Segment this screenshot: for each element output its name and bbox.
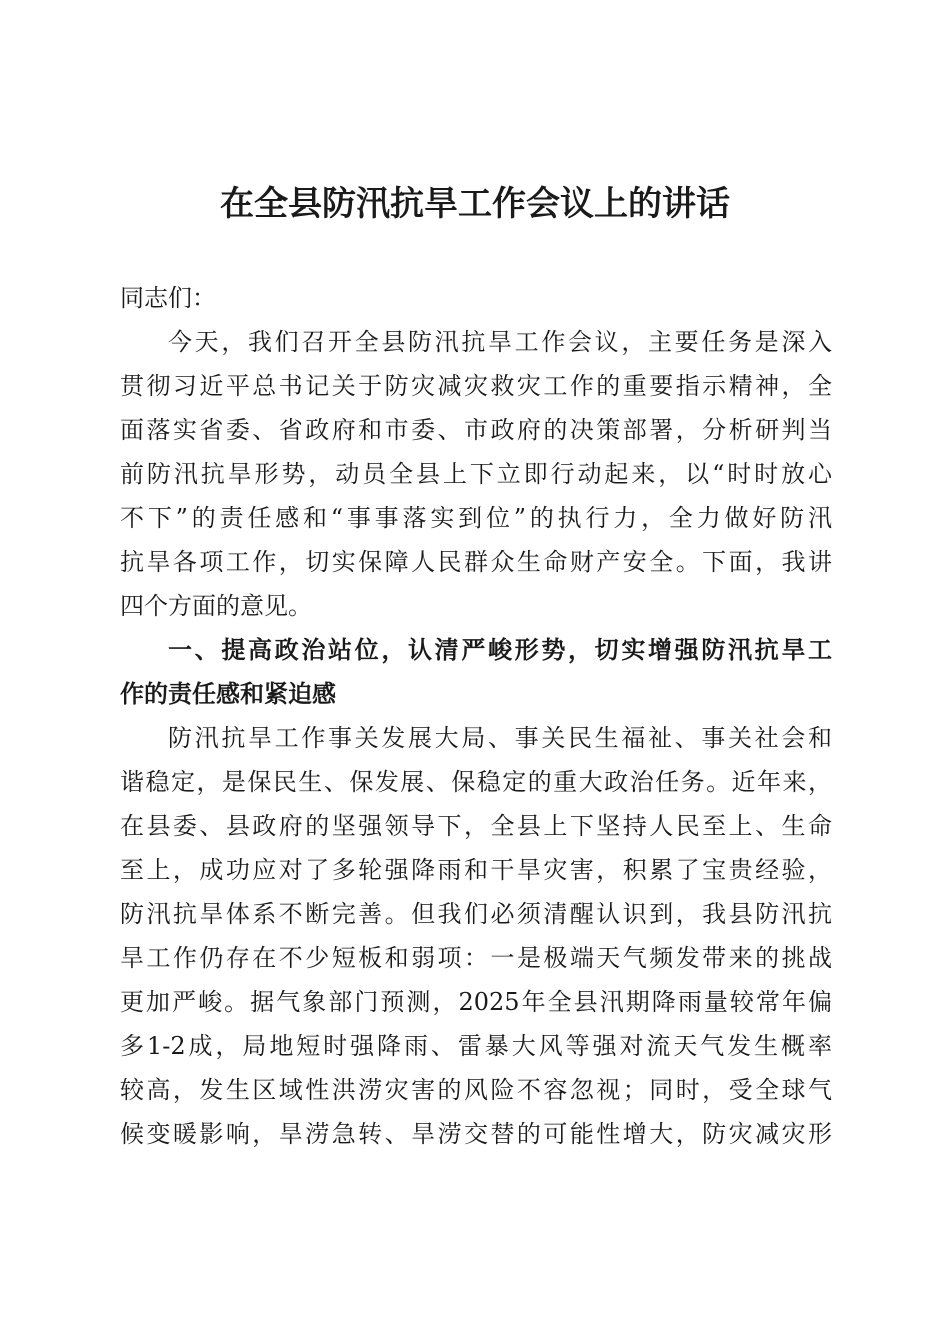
paragraph-line: 谐稳定，是保民生、保发展、保稳定的重大政治任务。近年来， xyxy=(120,768,832,796)
paragraph-line: 面落实省委、省政府和市委、市政府的决策部署，分析研判当 xyxy=(120,416,832,444)
paragraph-line: 较高，发生区域性洪涝灾害的风险不容忽视；同时，受全球气 xyxy=(120,1076,832,1104)
paragraph-line: 多1-2成，局地短时强降雨、雷暴大风等强对流天气发生概率 xyxy=(120,1032,832,1060)
paragraph-line: 更加严峻。据气象部门预测，2025年全县汛期降雨量较常年偏 xyxy=(120,988,832,1016)
paragraph-line: 前防汛抗旱形势，动员全县上下立即行动起来，以“时时放心 xyxy=(120,460,832,488)
paragraph-line: 在县委、县政府的坚强领导下，全县上下坚持人民至上、生命 xyxy=(120,812,832,840)
paragraph-line: 贯彻习近平总书记关于防灾减灾救灾工作的重要指示精神，全 xyxy=(120,372,832,400)
paragraph-situation xyxy=(120,716,832,1156)
heading-line: 一、提高政治站位，认清严峻形势，切实增强防汛抗旱工 xyxy=(168,636,832,664)
salutation: 同志们： xyxy=(120,284,216,312)
section-heading-1 xyxy=(120,628,832,716)
document-body xyxy=(120,276,832,1156)
paragraph-intro xyxy=(120,320,832,628)
document-title: 在全县防汛抗旱工作会议上的讲话 xyxy=(220,184,730,224)
paragraph-line: 四个方面的意见。 xyxy=(120,592,312,620)
paragraph-line: 旱工作仍存在不少短板和弱项：一是极端天气频发带来的挑战 xyxy=(120,944,832,972)
paragraph-line: 候变暖影响，旱涝急转、旱涝交替的可能性增大，防灾减灾形 xyxy=(120,1120,832,1148)
heading-line: 作的责任感和紧迫感 xyxy=(120,680,336,708)
paragraph-line: 防汛抗旱工作事关发展大局、事关民生福祉、事关社会和 xyxy=(168,724,832,752)
paragraph-line: 抗旱各项工作，切实保障人民群众生命财产安全。下面，我讲 xyxy=(120,548,832,576)
paragraph-line: 防汛抗旱体系不断完善。但我们必须清醒认识到，我县防汛抗 xyxy=(120,900,832,928)
paragraph-line: 今天，我们召开全县防汛抗旱工作会议，主要任务是深入 xyxy=(168,328,832,356)
paragraph-line: 不下”的责任感和“事事落实到位”的执行力，全力做好防汛 xyxy=(120,504,832,532)
paragraph-line: 至上，成功应对了多轮强降雨和干旱灾害，积累了宝贵经验， xyxy=(120,856,832,884)
